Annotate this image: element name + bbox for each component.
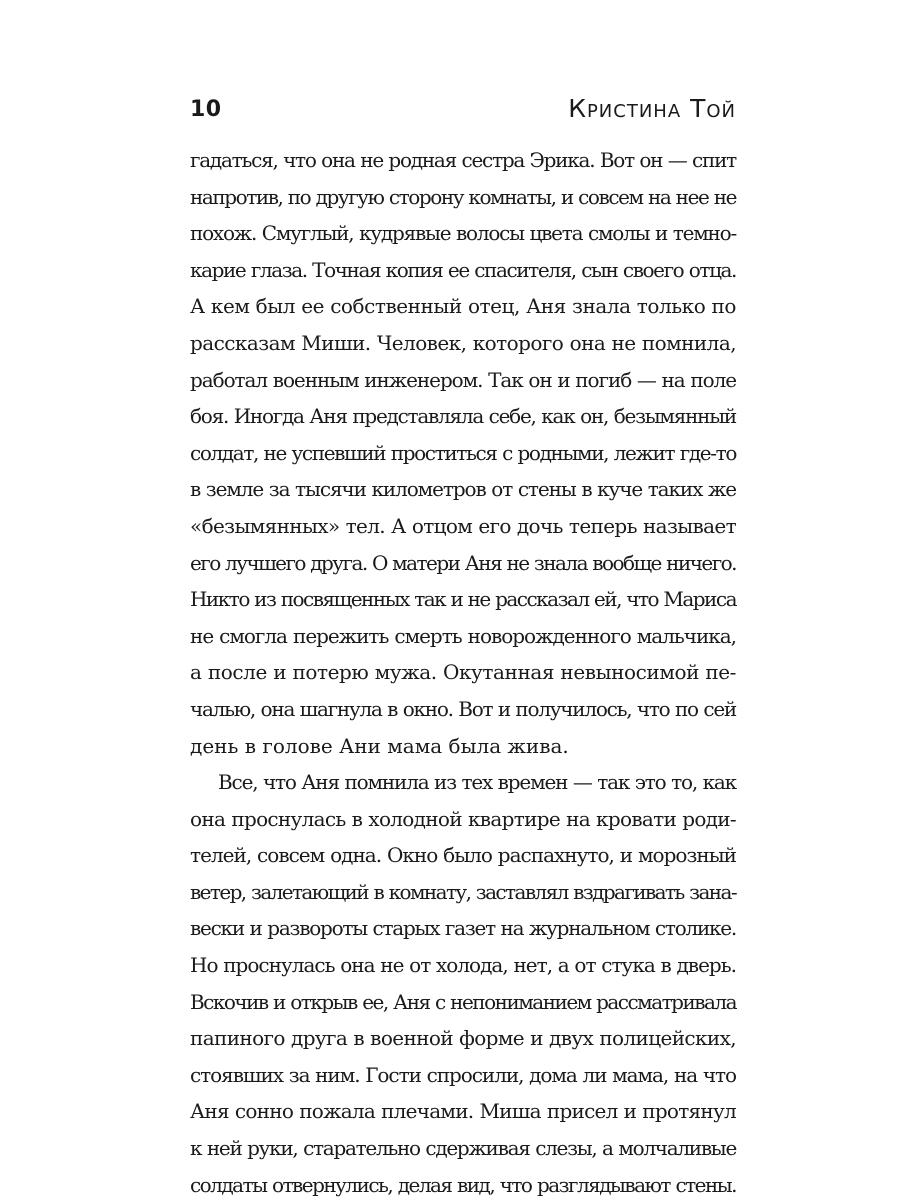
text-line: ветер, залетающий в комнату, заставлял вздрагивать зана- [190, 879, 736, 904]
book-author: Кристина Той [568, 94, 736, 123]
body-text [190, 142, 736, 1203]
paragraph [190, 142, 736, 764]
text-line: чалью, она шагнула в окно. Вот и получилось, что по сей [190, 696, 736, 721]
text-line: телей, совсем одна. Окно было распахнуто, и морозный [190, 843, 736, 868]
text-line: Никто из посвященных так и не рассказал ей, что Мариса [190, 587, 736, 612]
text-line: похож. Смуглый, кудрявые волосы цвета смолы и темно- [190, 221, 736, 246]
text-line: Но проснулась она не от холода, нет, а от стука в дверь. [190, 953, 736, 978]
text-line: Аня сонно пожала плечами. Миша присел и протянул [190, 1099, 736, 1124]
text-line: напротив, по другую сторону комнаты, и совсем на нее не [190, 184, 736, 209]
text-line: не смогла пережить смерть новорожденного мальчика, [190, 623, 736, 648]
text-line: в земле за тысячи километров от стены в куче таких же [190, 477, 736, 502]
page-number: 10 [190, 97, 222, 122]
text-line: солдаты отвернулись, делая вид, что разглядывают стены. [190, 1172, 736, 1197]
text-line: А кем был ее собственный отец, Аня знала только по [190, 294, 736, 319]
text-line: Вскочив и открыв ее, Аня с непониманием рассматривала [190, 989, 736, 1014]
text-line: боя. Иногда Аня представляла себе, как он, безымянный [190, 404, 736, 429]
text-line: гадаться, что она не родная сестра Эрика. Вот он — спит [190, 148, 736, 172]
text-line: она проснулась в холодной квартире на кровати роди- [190, 806, 736, 831]
running-head [190, 94, 736, 128]
text-line: вески и развороты старых газет на журнальном столике. [190, 916, 736, 941]
text-line: его лучшего друга. О матери Аня не знала вообще ничего. [190, 550, 736, 575]
text-line: день в голове Ани мама была жива. [190, 733, 569, 758]
text-line: папиного друга в военной форме и двух полицейских, [190, 1026, 736, 1051]
text-line: а после и потерю мужа. Окутанная невыносимой пе- [190, 660, 736, 685]
text-line: к ней руки, старательно сдерживая слезы, а молчаливые [190, 1136, 736, 1161]
text-line: солдат, не успевший проститься с родными, лежит где-то [190, 440, 736, 465]
paragraph [190, 764, 736, 1203]
text-line: работал военным инженером. Так он и погиб — на поле [190, 367, 736, 392]
text-line: «безымянных» тел. А отцом его дочь теперь называет [190, 513, 736, 538]
text-line: Все, что Аня помнила из тех времен — так это то, как [218, 770, 736, 795]
text-line: карие глаза. Точная копия ее спасителя, сын своего отца. [190, 257, 736, 282]
text-line: стоявших за ним. Гости спросили, дома ли мама, на что [190, 1062, 736, 1087]
text-line: рассказам Миши. Человек, которого она не помнила, [190, 330, 736, 355]
